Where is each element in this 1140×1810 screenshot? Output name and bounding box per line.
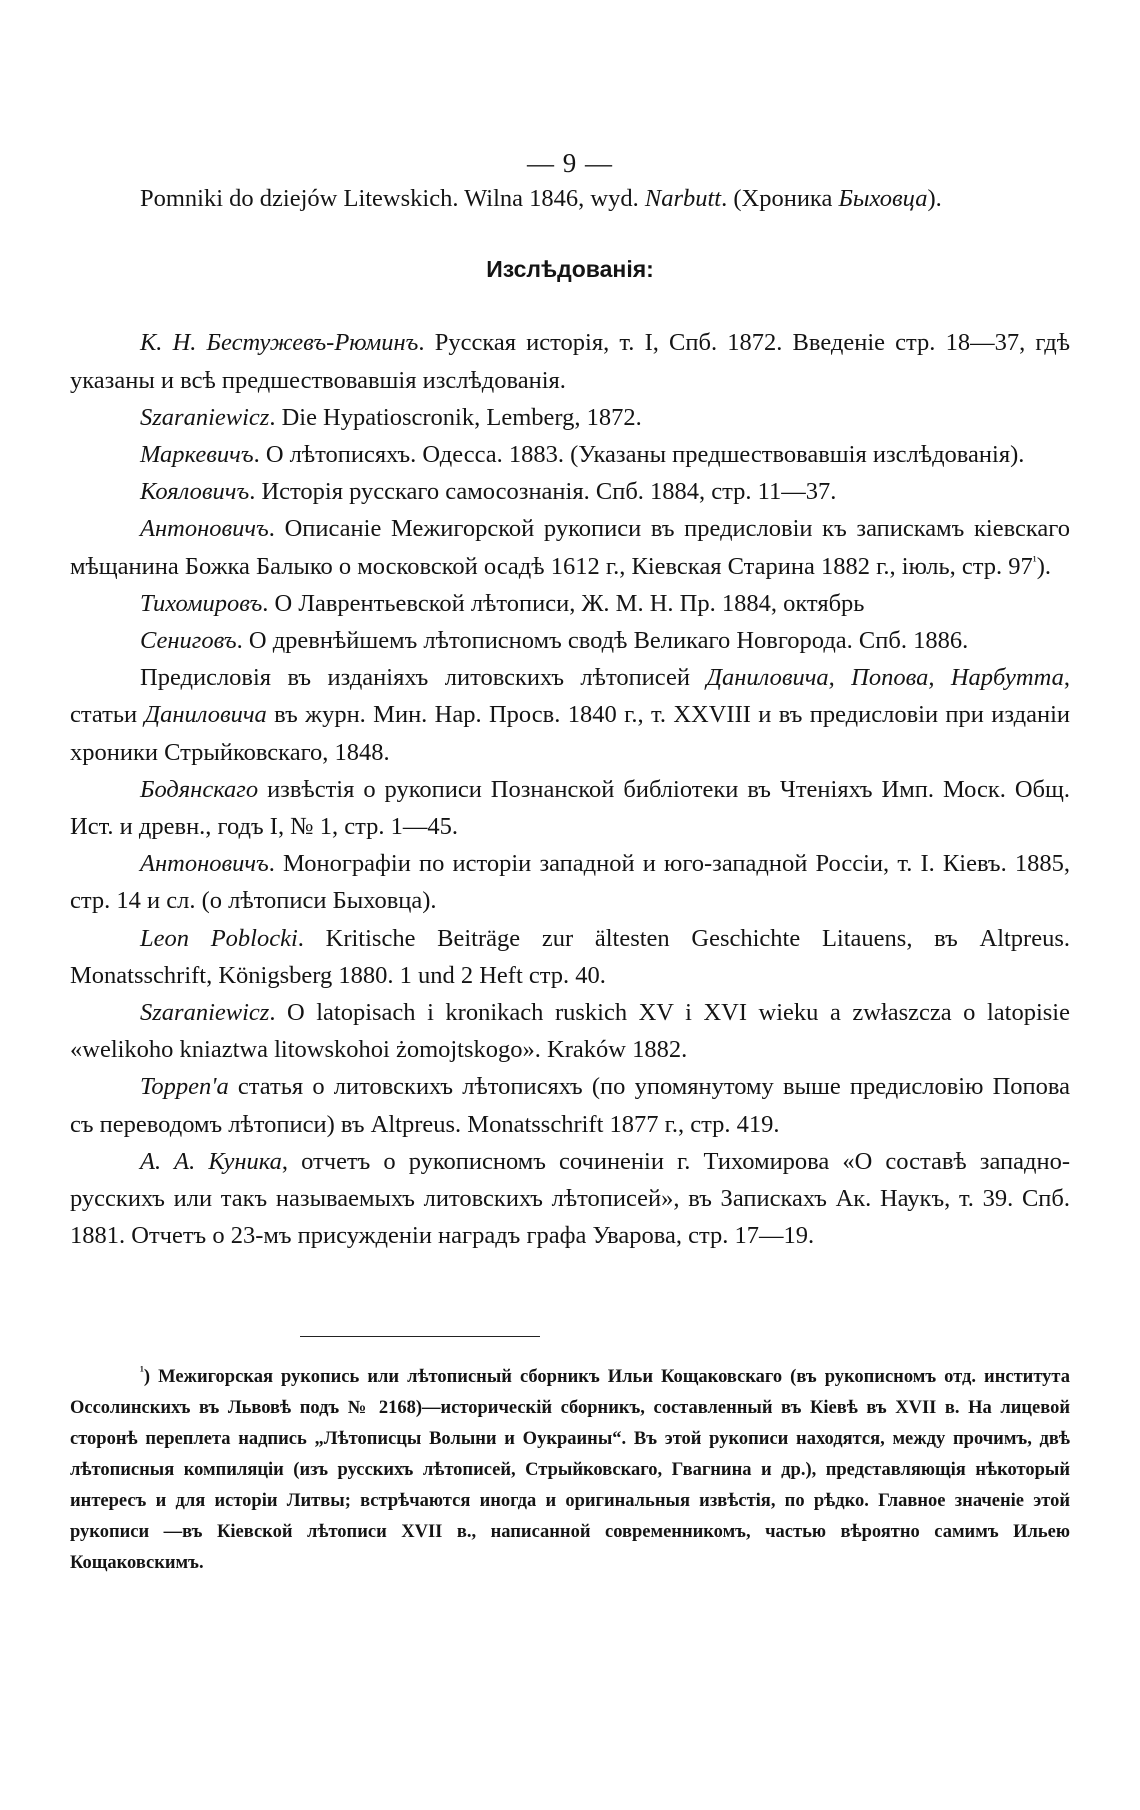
footnote-ref[interactable]: ¹ (1032, 552, 1037, 568)
entry-author: Szaraniewicz (140, 999, 270, 1027)
entry-author: Кояловичъ (140, 478, 250, 506)
entry-text: . Описаніе Межигорской рукописи въ предисловіи къ запискамъ кіевскаго мѣщанина Божка Балыко о московской осадѣ 1612 г., Кіевская Старина 1882 г., іюль, стр. 97 (70, 515, 1070, 580)
intro-end: ). (927, 185, 942, 212)
bibliography-entry (70, 920, 1070, 994)
entry-text-end: ). (1036, 552, 1051, 580)
intro-text: Pomniki do dziejów Litewskich. Wilna 1846, wyd. (140, 185, 645, 212)
bibliography-entry (70, 324, 1070, 398)
bibliography-entry (70, 845, 1070, 919)
entry-author: Даниловича, Попова, Нарбутта (706, 664, 1064, 692)
entry-text: извѣстія о рукописи Познанской библіотеки въ Чтеніяхъ Имп. Моск. Общ. Ист. и древн., годъ I, № 1, стр. 1—45. (70, 775, 1070, 841)
entry-author: Антоновичъ (140, 850, 269, 878)
bibliography-entry (70, 994, 1070, 1068)
bibliography-entry (70, 473, 1070, 510)
bibliography-entry (70, 510, 1070, 584)
intro-paragraph (70, 180, 1070, 217)
entry-text: въ журн. Мин. Нар. Просв. 1840 г., т. XXVIII и въ предисловіи при изданіи хроники Стрыйковскаго, 1848. (70, 701, 1070, 766)
intro-author: Narbutt (644, 185, 722, 212)
entry-author: Сениговъ (140, 627, 237, 655)
bibliography-entry (70, 1068, 1070, 1142)
footnote-text: ) Межигорская рукопись или лѣтописный сборникъ Ильи Кощаковскаго (въ рукописномъ отд. института Оссолинскихъ въ Львовѣ подъ № 2168)—историческій сборникъ, составленный въ Кіевѣ въ XVII в. На лицевой сторонѣ переплета надпись „Лѣтописцы Волыни и Оукраины“. Въ этой рукописи находятся, между прочимъ, двѣ лѣтописныя компиляціи (изъ русскихъ лѣтописей, Стрыйковскаго, Гвагнина и др.), представляющія нѣкоторый интересъ и для исторіи Литвы; встрѣчаются иногда и оригинальныя извѣстія, по рѣдко. Главное значеніе этой рукописи —въ Кіевской лѣтописи XVII в., написанной современникомъ, частью вѣроятно самимъ Ильею Кощаковскимъ. (70, 1367, 1070, 1573)
body-text (70, 180, 1070, 1254)
entry-author: Toppen'a (140, 1073, 229, 1101)
entry-author: Тихомировъ (140, 589, 263, 617)
entry-text: . О Лаврентьевской лѣтописи, Ж. М. Н. Пр. 1884, октябрь (262, 589, 865, 617)
prefaces-entry (70, 659, 1070, 771)
entry-author: Даниловича (144, 701, 267, 729)
footnote (70, 1362, 1070, 1579)
bibliography-entry (70, 436, 1070, 473)
entry-author: К. Н. Бестужевъ-Рюминъ (140, 329, 419, 357)
footnote-mark: ¹ (140, 1362, 144, 1378)
entry-text: статья о литовскихъ лѣтописяхъ (по упомянутому выше предисловію Попова съ переводомъ лѣтописи) въ Altpreus. Monatsschrift 1877 г., стр. 419. (70, 1073, 1070, 1138)
entry-text: , статьи (70, 664, 1070, 729)
entry-author: Антоновичъ (140, 515, 269, 543)
section-heading: Изслѣдованія: (486, 256, 654, 283)
intro-rest: . (Хроника (721, 185, 839, 212)
bibliography-entry (70, 1143, 1070, 1255)
entry-author: Бодянскаго (140, 775, 259, 803)
entry-text: . Монографіи по исторіи западной и юго-западной Россіи, т. I. Кіевъ. 1885, стр. 14 и сл. (о лѣтописи Быховца). (70, 850, 1070, 915)
intro-italic: Быховца (838, 185, 928, 212)
bibliography-entry (70, 585, 1070, 622)
page-number: — 9 — (527, 148, 613, 178)
entry-text: , отчетъ о рукописномъ сочиненіи г. Тихомирова «О составѣ западно-русскихъ или такъ называемыхъ литовскихъ лѣтописей», въ Запискахъ Ак. Наукъ, т. 39. Спб. 1881. Отчетъ о 23-мъ присужденіи наградъ графа Уварова, стр. 17—19. (70, 1147, 1071, 1250)
entry-text: Предисловія въ изданіяхъ литовскихъ лѣтописей (140, 664, 707, 692)
entry-text: . Исторія русскаго самосознанія. Спб. 1884, стр. 11—37. (249, 478, 837, 506)
footnote-paragraph (70, 1362, 1070, 1579)
footnote-divider (300, 1336, 540, 1337)
entry-author: А. А. Куника (140, 1147, 282, 1175)
bibliography-entry (70, 771, 1070, 845)
entry-author: Szaraniewicz (140, 403, 270, 431)
bibliography-entry (70, 622, 1070, 659)
entry-text: . O latopisach i kronikach ruskich XV i XVI wieku a zwłaszcza o latopisie «welikoho kniaztwa litowskohoi żomojtskogo». Kraków 1882. (70, 999, 1070, 1064)
entry-text: . Die Hypatioscronik, Lemberg, 1872. (269, 403, 642, 431)
entry-text: . Kritische Beiträge zur ältesten Geschichte Litauens, въ Altpreus. Monatsschrift, Königsberg 1880. 1 und 2 Heft стр. 40. (70, 924, 1070, 989)
entry-text: . Русская исторія, т. I, Спб. 1872. Введеніе стр. 18—37, гдѣ указаны и всѣ предшествовавшія изслѣдованія. (70, 329, 1070, 394)
entry-author: Leon Poblocki (140, 924, 298, 952)
entry-text: . О лѣтописяхъ. Одесса. 1883. (Указаны предшествовавшія изслѣдованія). (253, 441, 1025, 469)
entry-author: Маркевичъ (140, 441, 254, 469)
bibliography-entry (70, 399, 1070, 436)
entry-text: . О древнѣйшемъ лѣтописномъ сводѣ Великаго Новгорода. Спб. 1886. (236, 627, 969, 655)
